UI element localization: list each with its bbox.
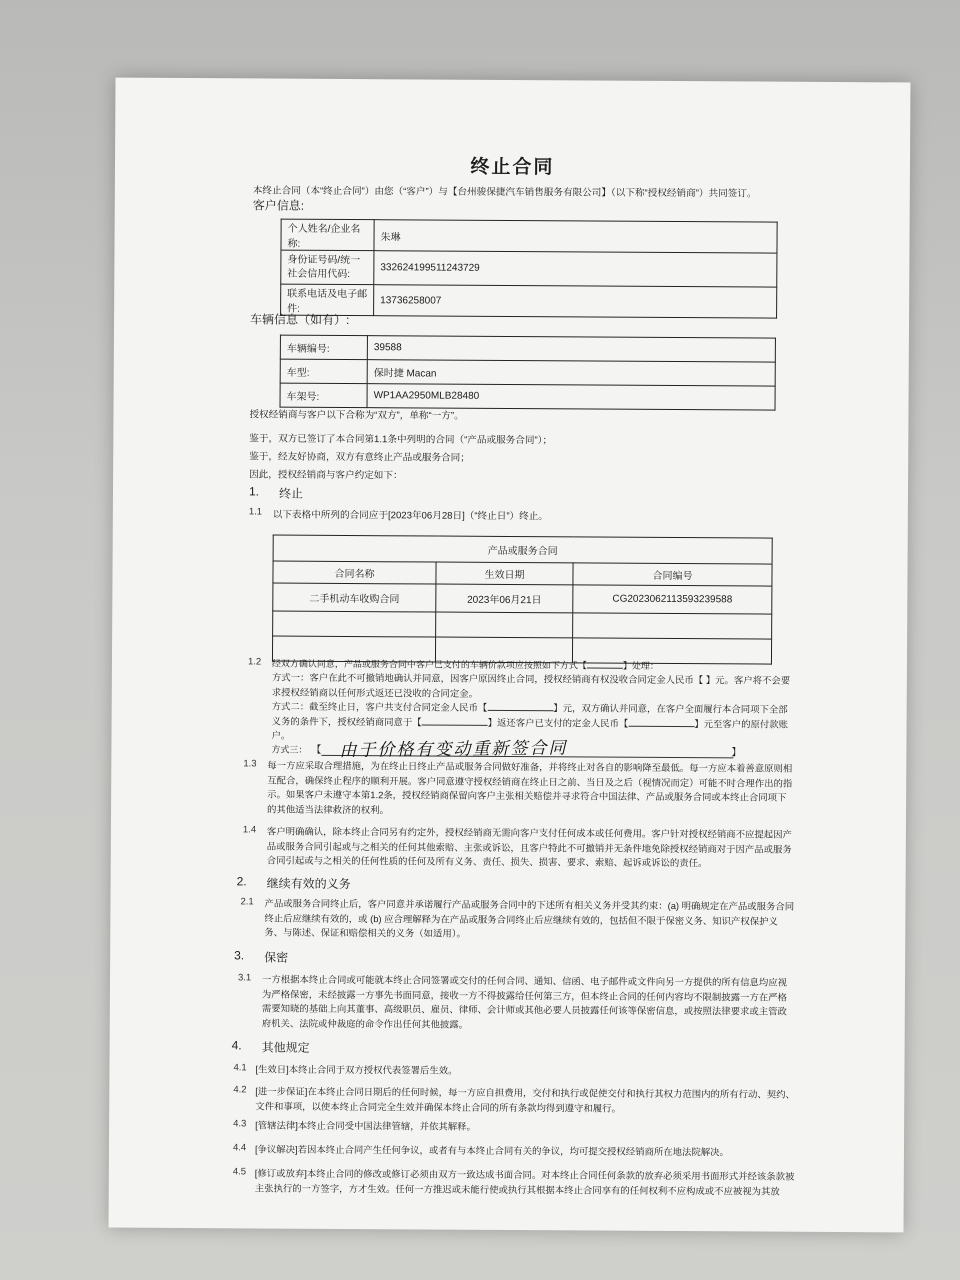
method-2-part-b: 】元，双方确认并同意，在客户全面履行本合同项下全部义务的条件下，授权经销商同意于【 [271,702,788,727]
clause-4-4-text: [争议解决]若因本终止合同产生任何争议，或者有与本终止合同有关的争议，均可提交授权经销商所在地法院解决。 [254,1143,729,1158]
clause-1-4-text: 客户明确确认，除本终止合同另有约定外，授权经销商无需向客户支付任何成本或任何费用。客户针对授权经销商不应提起因产品或服务合同引起或与之相关的任何其他索赔、主张或诉讼，且客户特此不可撤销并无条件地免除授权经销商对于因产品或服务合同引起或与之相关的任何性质的任何及所有义务、责任、损失、损害、要求、索赔、起诉或诉讼的责任。 [266,825,792,869]
recital-whereas-1: 鉴于，双方已签订了本合同第1.1条中列明的合同（“产品或服务合同”）； [249,433,553,447]
cell-contract-number: CG2023062113593239588 [573,585,772,614]
customer-contact-label: 联系电话及电子邮件: [281,284,374,316]
section-3-title: 保密 [264,950,289,965]
clause-4-5-number: 4.5 [232,1166,247,1178]
customer-table [280,219,778,319]
method-2-part-d: 】元至客户的原付款账户。 [271,717,789,741]
clause-1-2-intro [272,657,659,672]
clause-1-3-number: 1.3 [243,758,257,770]
section-2-title: 继续有效的义务 [266,876,351,892]
col-contract-number: 合同编号 [573,563,772,586]
customer-name-value: 朱琳 [374,220,777,253]
contract-page [108,78,910,1233]
contract-table [272,535,773,665]
section-3-number: 3. [234,948,245,963]
contract-table-header: 产品或服务合同 [273,535,772,564]
table-row [273,611,772,639]
col-contract-name: 合同名称 [273,561,436,584]
clause-3-1-number: 3.1 [237,972,252,984]
refund-date-blank [422,724,488,725]
customer-id-value: 332624199511243729 [374,251,777,287]
vehicle-model-value: 保时捷 Macan [367,360,775,386]
recital-whereas-2: 鉴于，经友好协商，双方有意终止产品或服务合同； [249,451,470,464]
vehicle-vin-value: WP1AA2950MLB28480 [367,384,775,410]
vehicle-number-label: 车辆编号: [280,335,367,360]
clause-4-5-text: [修订或放弃]本终止合同的修改或修订必须由双方一致达成书面合同。对本终止合同任何条款的放弃必须采用书面形式并经该条款被主张执行的一方签字，方才生效。任何一方推迟或未能行使或执行其根据本终止合同享有的任何权利不应构成或不应被视为其放 [254,1167,795,1197]
customer-id-label: 身份证号码/统一社会信用代码: [281,250,374,285]
section-1-title: 终止 [278,486,304,501]
method-3-label: 方式三： [271,744,308,755]
customer-contact-value: 13736258007 [374,285,777,318]
clause-4-2-text: [进一步保证]在本终止合同日期后的任何时候，每一方应自担费用，交付和执行或促使交付和执行其权力范围内的所有行动、契约、文件和事项，以使本终止合同完全生效并确保本终止合同的所有条款均得到遵守和履行。 [255,1085,795,1114]
intro-text: 本终止合同（本“终止合同”）由您（“客户”）与【台州骏保捷汽车销售服务有限公司】（以下称“授权经销商”）共同签订。 [252,185,757,200]
method-1-text: 方式一：客户在此不可撤销地确认并同意，因客户原因终止合同，授权经销商有权没收合同定金人民币【 】元。客户将不会要求授权经销商以任何形式返还已没收的合同定金。 [271,671,791,699]
method-2-part-a: 方式二：截至终止日，客户共支付合同定金人民币【 [271,700,488,713]
vehicle-model-label: 车型: [280,359,367,384]
clause-4-1-text: [生效日]本终止合同于双方授权代表签署后生效。 [255,1063,458,1076]
section-2-number: 2. [236,874,247,889]
method-3-bracket-right: 】 [731,747,742,759]
vehicle-number-value: 39588 [367,336,775,362]
method-blank [587,667,623,668]
method-3-bracket-left: 【 [311,744,322,756]
clause-1-2-intro-text: 经双方确认同意，产品或服务合同中客户已支付的车辆价款项应按照如下方式【 [271,658,587,671]
refund-amount-blank [628,725,694,726]
clause-1-4-number: 1.4 [242,824,257,836]
clause-4-3-number: 4.3 [233,1118,247,1130]
recital-parties: 授权经销商与客户以下合称为“双方”，单称“一方”。 [249,409,464,422]
customer-heading: 客户信息: [252,198,305,213]
cell-effective-date: 2023年06月21日 [436,584,573,613]
section-4-title: 其他规定 [261,1040,310,1055]
clause-4-1-number: 4.1 [233,1062,247,1074]
clause-1-2-intro-end: 】处理： [622,660,659,671]
section-1-number: 1. [248,484,260,499]
clause-4-3-text: [管辖法律]本终止合同受中国法律管辖，并依其解释。 [255,1119,476,1132]
section-4-number: 4. [231,1038,242,1053]
cell-contract-name [273,611,436,637]
clause-1-1-text: 以下表格中所列的合同应于[2023年06月28日]（“终止日”）终止。 [272,509,548,523]
customer-name-label: 个人姓名/企业名称: [281,219,374,251]
recital-therefore: 因此，授权经销商与客户约定如下： [249,469,403,482]
cell-contract-name: 二手机动车收购合同 [273,583,436,612]
clause-3-1-text: 一方根据本终止合同或可能就本终止合同签署或交付的任何合同、通知、信函、电子邮件或文件向另一方提供的所有信息均应视为严格保密，未经披露一方事先书面同意，接收一方不得披露给任何第三方，但本终止合同的任何内容均不限制披露一方在严格需要知晓的基础上向其董事、高级职员、雇员、律师、会计师或其他必要人员披露任何该等保密信息，或按照法律要求或主管政府机关、法院或仲裁庭的命令作出任何其他披露。 [261,973,788,1030]
table-row [273,583,772,614]
clause-1-1-number: 1.1 [248,506,263,518]
deposit-amount-blank [487,710,553,711]
cell-effective-date [436,612,573,638]
document-title: 终止合同 [470,156,555,179]
clause-1-2-number: 1.2 [247,656,262,668]
vehicle-table [280,335,776,411]
clause-4-2-number: 4.2 [233,1084,247,1096]
clause-2-1-number: 2.1 [240,896,254,908]
col-effective-date: 生效日期 [436,562,573,585]
clause-1-3-text: 每一方应采取合理措施，为在终止日终止产品或服务合同做好准备，并将终止对各自的影响降至最低。每一方应本着善意原则相互配合，确保终止程序的顺利开展。客户同意遵守授权经销商在终止日之前、当日及之后（视情况而定）可能不时合理作出的指示。如果客户未遵守本第1.2条，授权经销商保留向客户主张相关赔偿并寻求符合中国法律、产品或服务合同或本终止合同项下的其他适当法律救济的权利。 [267,759,793,815]
cell-contract-number [573,613,772,639]
vehicle-heading: 车辆信息（如有）: [250,312,350,328]
clause-4-4-number: 4.4 [232,1142,247,1154]
vehicle-vin-label: 车架号: [280,383,367,408]
handwritten-method-3: 由于价格有变动重新签合同 [339,738,568,761]
method-2-part-c: 】返还客户已支付的定金人民币【 [487,716,629,729]
clause-2-1-text: 产品或服务合同终止后，客户同意并承诺履行产品或服务合同中的下述所有相关义务并受其约束：(a) 明确规定在产品或服务合同终止后应继续有效的，或 (b) 应合理解释为在产品或服务合同终止后应继续有效的，包括但不限于保密义务、知识产权保护义务、与陈述、保证和赔偿相关的义务（如适用）。 [264,897,795,939]
